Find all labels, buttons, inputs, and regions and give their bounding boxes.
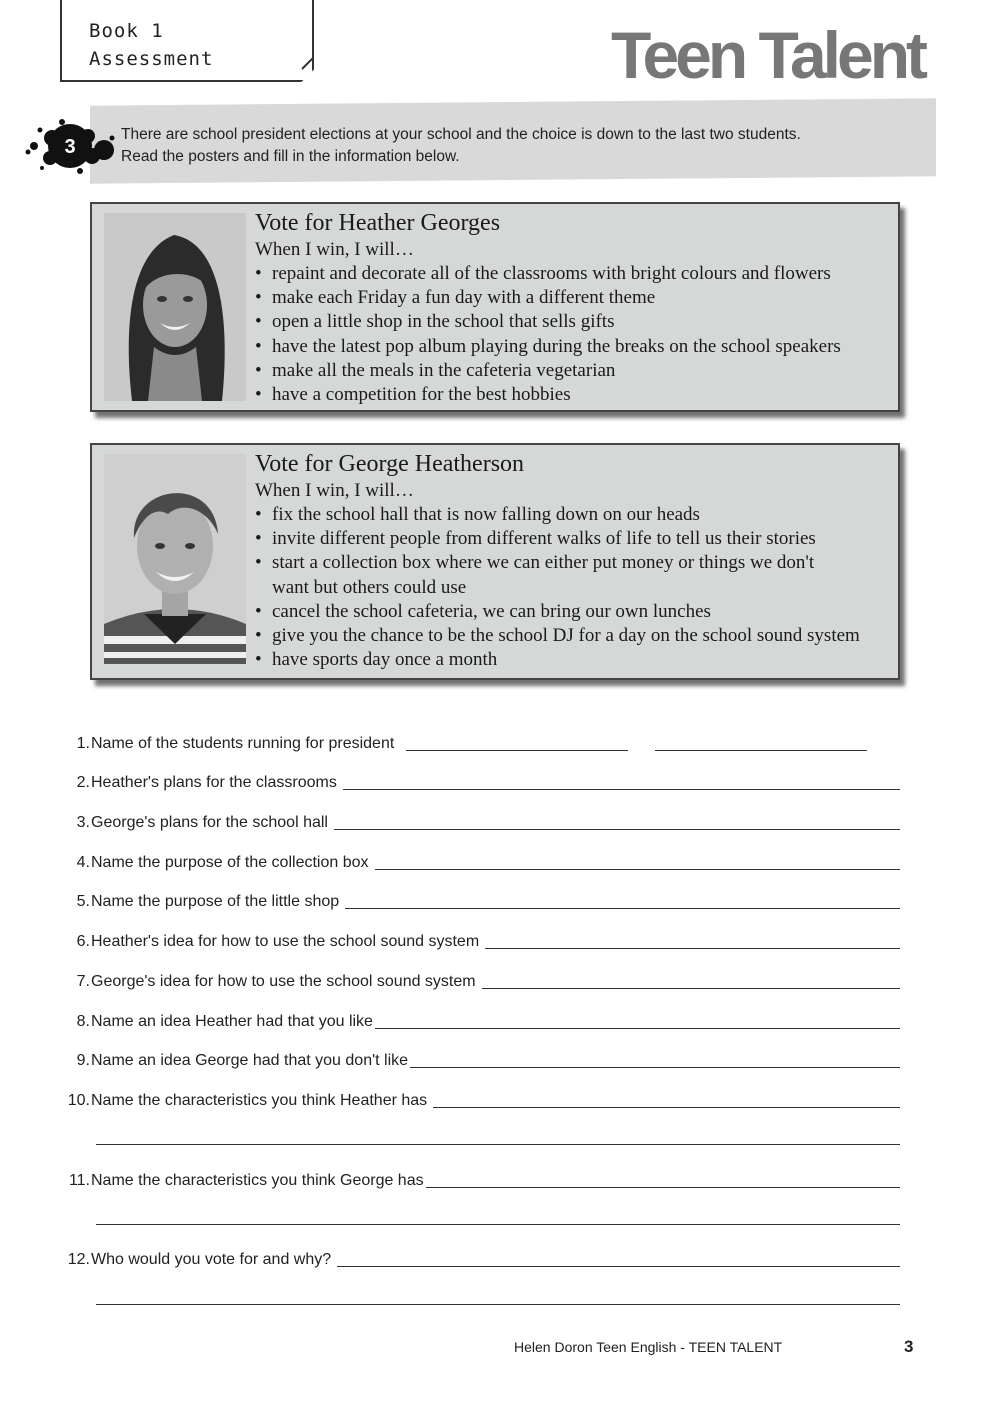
question-number: 7.: [76, 973, 90, 990]
question-text: Name the characteristics you think George has: [91, 1172, 424, 1189]
poster-george-promises: [255, 503, 860, 672]
ink-splat-icon: [22, 116, 118, 176]
answer-line[interactable]: [375, 1027, 900, 1029]
task-instruction: [121, 124, 921, 168]
answer-line[interactable]: [334, 828, 900, 830]
question-row: [50, 889, 900, 911]
question-row: [50, 1247, 900, 1269]
question-text: Who would you vote for and why?: [91, 1251, 332, 1268]
question-row: [50, 969, 900, 991]
question-row: [50, 770, 900, 792]
list-item: • have the latest pop album playing during the breaks on the school speakers: [255, 335, 894, 359]
answer-line[interactable]: [655, 749, 867, 751]
question-number: 8.: [76, 1013, 90, 1030]
question-text: George's plans for the school hall: [91, 814, 328, 831]
task-instruction-line1: There are school president elections at your school and the choice is down to the last two students.: [121, 126, 801, 143]
question-row: [50, 1088, 900, 1110]
question-text: Name the purpose of the little shop: [91, 893, 340, 910]
list-item: • have sports day once a month: [255, 648, 855, 672]
question-number: 3.: [76, 814, 90, 831]
list-item: • make each Friday a fun day with a different theme: [255, 286, 894, 310]
question-row: [50, 929, 900, 951]
task-instruction-line2: Read the posters and fill in the information below.: [121, 148, 460, 165]
list-item: • repaint and decorate all of the classrooms with bright colours and flowers: [255, 262, 894, 286]
poster-heather-title: Vote for Heather Georges: [255, 210, 501, 236]
answer-line[interactable]: [337, 1265, 900, 1267]
question-row: [50, 1048, 900, 1070]
answer-line[interactable]: [343, 788, 900, 790]
question-number: 6.: [76, 933, 90, 950]
question-number: 2.: [76, 774, 90, 791]
list-item: • make all the meals in the cafeteria vegetarian: [255, 359, 894, 383]
question-number: 1.: [76, 735, 90, 752]
list-item: • invite different people from different walks of life to tell us their stories: [255, 527, 855, 551]
question-number: 9.: [76, 1052, 90, 1069]
answer-line-continuation[interactable]: [96, 1144, 900, 1145]
list-item: • fix the school hall that is now falling down on our heads: [255, 503, 855, 527]
question-text: George's idea for how to use the school sound system: [91, 973, 476, 990]
question-text: Name of the students running for president: [91, 735, 395, 752]
list-item: • cancel the school cafeteria, we can bring our own lunches: [255, 600, 855, 624]
answer-line[interactable]: [345, 907, 900, 909]
photo-george: [104, 454, 246, 664]
question-text: Name the characteristics you think Heather has: [91, 1092, 428, 1109]
poster-george-title: Vote for George Heatherson: [255, 451, 525, 477]
list-item: • open a little shop in the school that sells gifts: [255, 310, 894, 334]
page-number: 3: [904, 1337, 914, 1356]
answer-line[interactable]: [482, 987, 900, 989]
list-item: • have a competition for the best hobbies: [255, 383, 894, 407]
list-item: • start a collection box where we can either put money or things we don't want but others could use: [255, 551, 855, 599]
question-text: Heather's plans for the classrooms: [91, 774, 337, 791]
question-number: 4.: [76, 854, 90, 871]
poster-heather-promises: [255, 262, 894, 407]
question-number: 11.: [68, 1172, 90, 1189]
answer-line[interactable]: [433, 1106, 900, 1108]
poster-george-intro: When I win, I will…: [255, 480, 414, 501]
answer-line[interactable]: [426, 1186, 900, 1188]
answer-line[interactable]: [375, 868, 901, 870]
answer-line[interactable]: [485, 947, 900, 949]
question-text: Heather's idea for how to use the school sound system: [91, 933, 480, 950]
poster-george-content: [255, 449, 894, 672]
footer-text: Helen Doron Teen English - TEEN TALENT: [514, 1339, 783, 1355]
question-row: [50, 850, 900, 872]
question-row: [50, 731, 900, 753]
question-row: [50, 1009, 900, 1031]
answer-line-continuation[interactable]: [96, 1224, 900, 1225]
question-number: 5.: [76, 893, 90, 910]
question-text: Name an idea George had that you don't like: [91, 1052, 409, 1069]
poster-heather-content: [255, 208, 894, 407]
answer-line[interactable]: [410, 1066, 900, 1068]
girl-portrait-icon: [104, 213, 246, 401]
answer-line-continuation[interactable]: [96, 1304, 900, 1305]
question-row: [50, 1168, 900, 1190]
question-number: 12.: [67, 1251, 90, 1268]
task-number: 3: [64, 136, 76, 158]
poster-heather: [90, 202, 900, 412]
answer-line[interactable]: [406, 749, 628, 751]
question-row: [50, 810, 900, 832]
list-item: • give you the chance to be the school DJ for a day on the school sound system: [255, 624, 855, 648]
poster-george: [90, 443, 900, 680]
question-text: Name an idea Heather had that you like: [91, 1013, 373, 1030]
photo-heather: [104, 213, 246, 401]
brand-title: Teen Talent: [611, 18, 924, 92]
book-label-line1: Book 1: [89, 20, 164, 42]
book-label-line2: Assessment: [89, 48, 214, 70]
boy-portrait-icon: [104, 454, 246, 664]
question-number: 10.: [67, 1092, 90, 1109]
question-text: Name the purpose of the collection box: [91, 854, 369, 871]
poster-heather-intro: When I win, I will…: [255, 239, 414, 260]
